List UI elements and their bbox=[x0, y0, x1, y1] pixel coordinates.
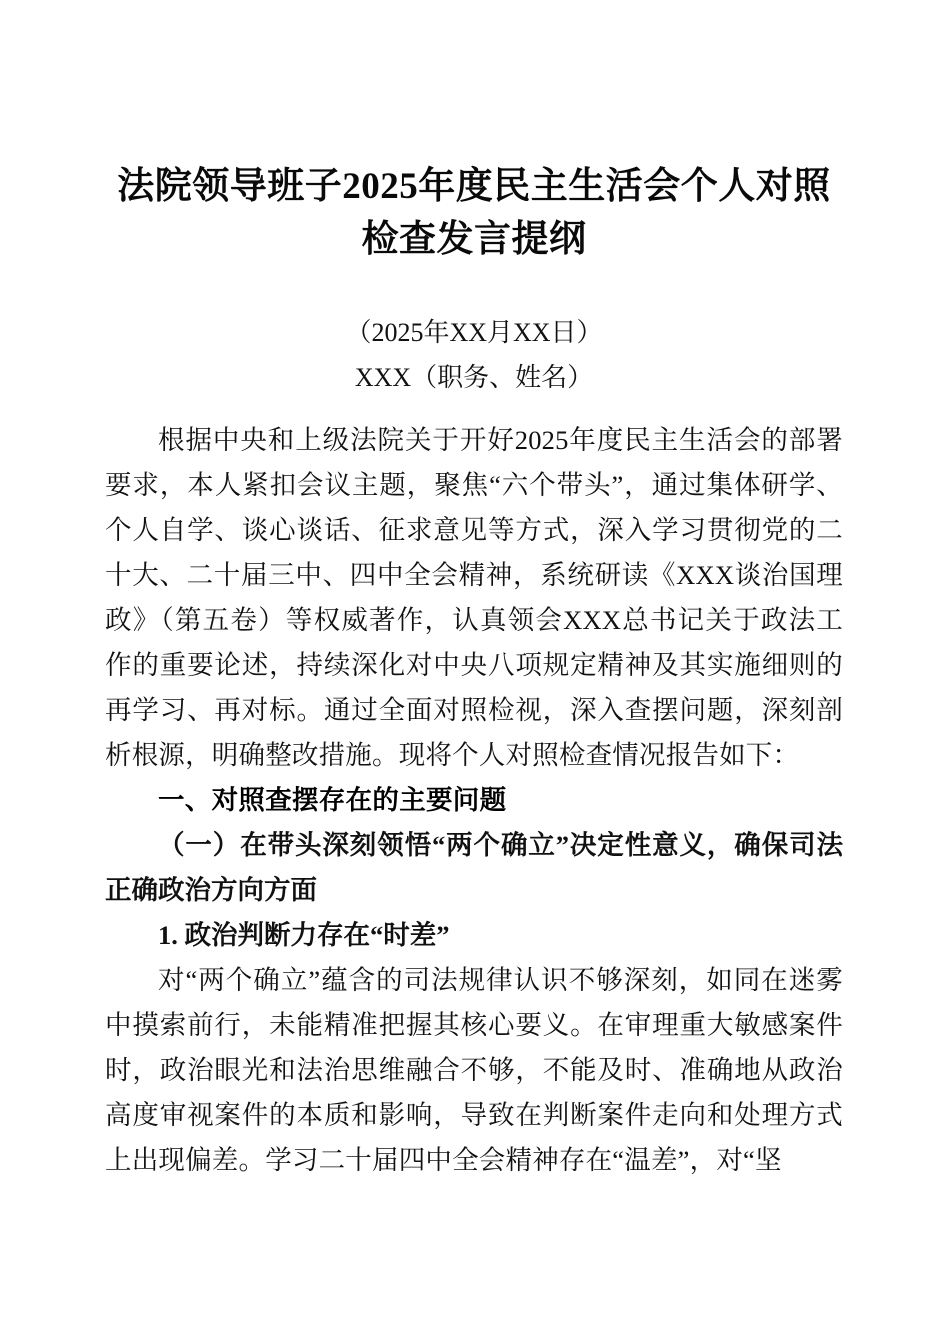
page-title: 法院领导班子2025年度民主生活会个人对照检查发言提纲 bbox=[117, 166, 831, 260]
item-heading-1: 1. 政治判断力存在“时差” bbox=[158, 920, 450, 950]
section-heading-1: 一、对照查摆存在的主要问题 bbox=[158, 785, 507, 815]
document-date-line: （2025年XX月XX日） bbox=[345, 318, 603, 347]
subsection-heading-1-1: （一）在带头深刻领悟“两个确立”决定性意义，确保司法正确政治方向方面 bbox=[105, 830, 843, 905]
intro-paragraph: 根据中央和上级法院关于开好2025年度民主生活会的部署要求，本人紧扣会议主题，聚焦“六个带头”，通过集体研学、个人自学、谈心谈话、征求意见等方式，深入学习贯彻党的二十大、二十届三中、四中全会精神，系统研读《XXX谈治国理政》（第五卷）等权威著作，认真领会XXX总书记关于政法工作的重要论述，持续深化对中央八项规定精神及其实施细则的再学习、再对标。通过全面对照检视，深入查摆问题，深刻剖析根源，明确整改措施。现将个人对照检查情况报告如下： bbox=[105, 425, 843, 770]
document-byline: XXX（职务、姓名） bbox=[354, 363, 594, 392]
document-content-column bbox=[105, 0, 843, 1183]
item-1-paragraph: 对“两个确立”蕴含的司法规律认识不够深刻，如同在迷雾中摸索前行，未能精准把握其核心要义。在审理重大敏感案件时，政治眼光和法治思维融合不够，不能及时、准确地从政治高度审视案件的本质和影响，导致在判断案件走向和处理方式上出现偏差。学习二十届四中全会精神存在“温差”，对“坚 bbox=[105, 965, 843, 1175]
